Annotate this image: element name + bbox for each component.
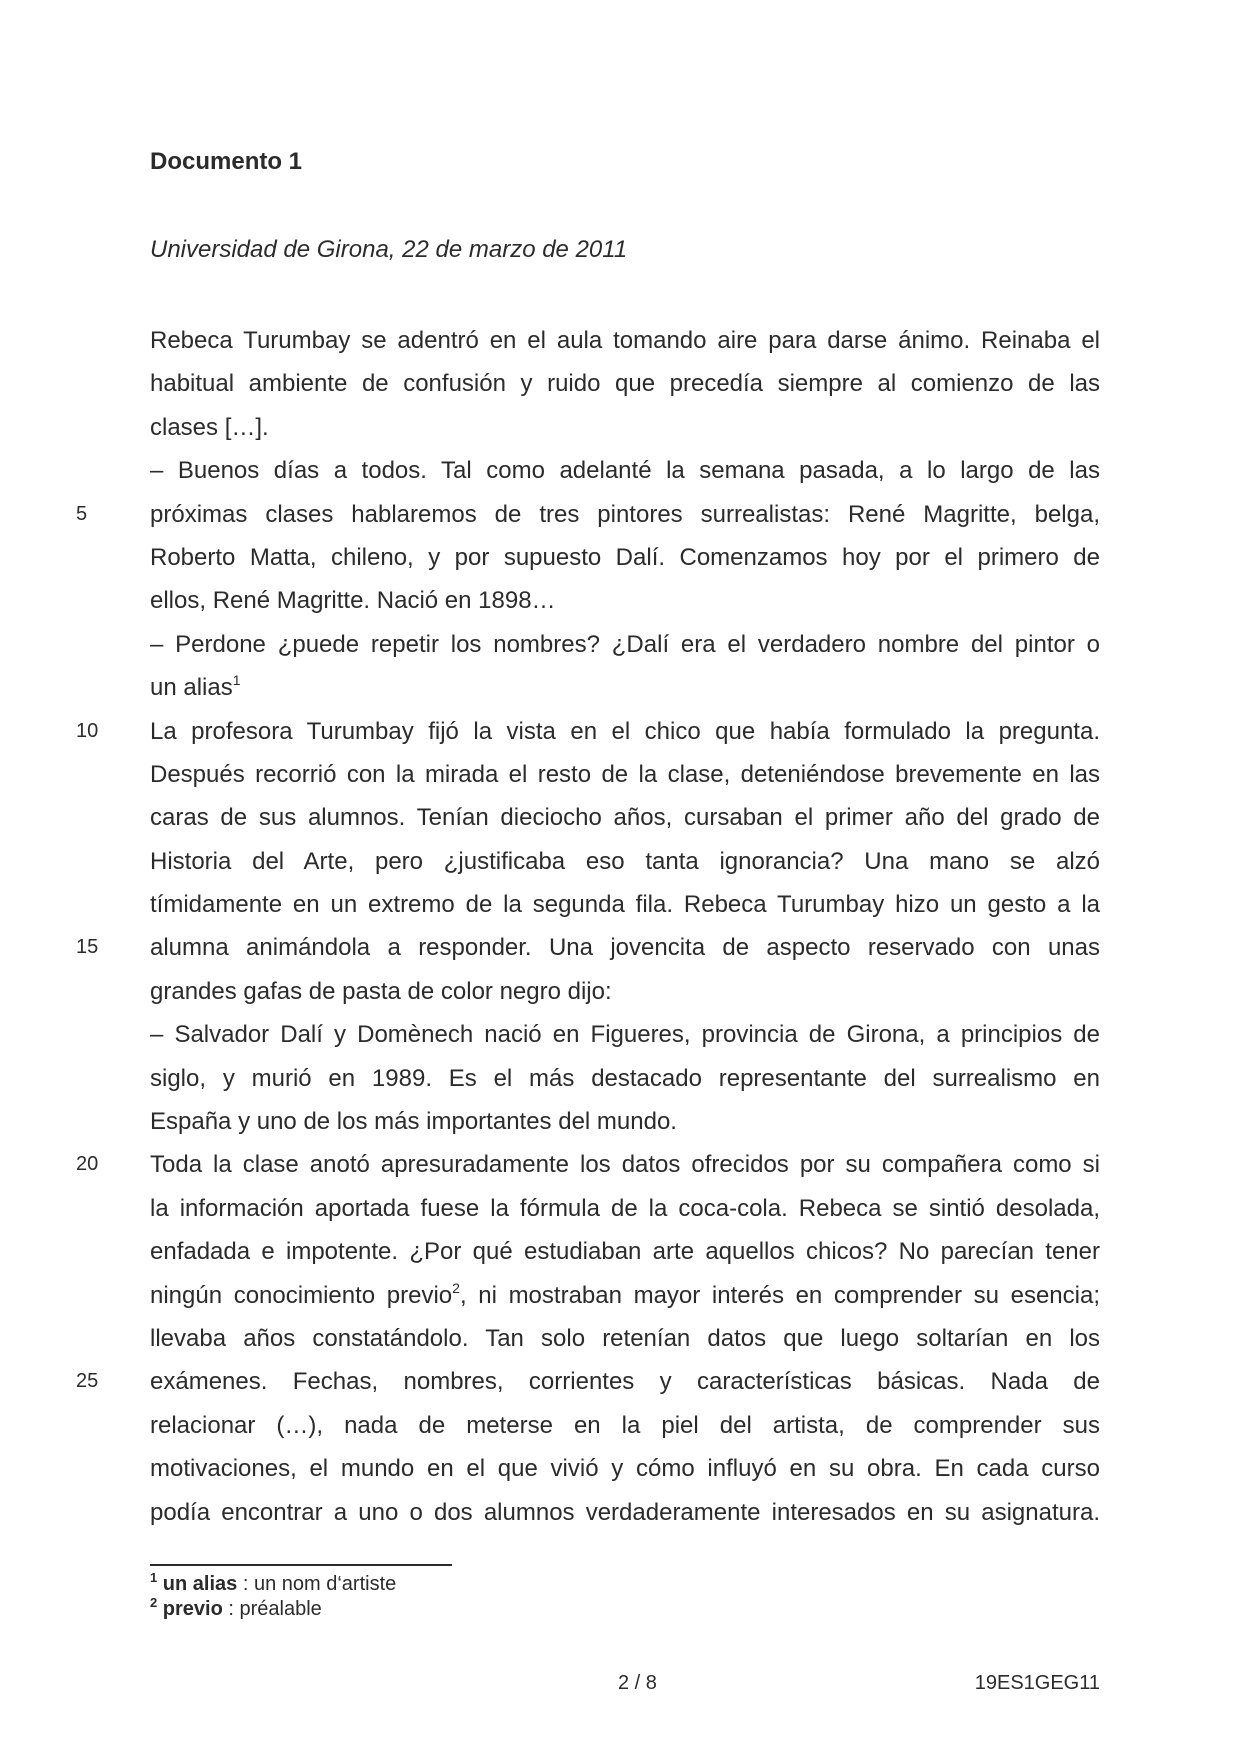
- footnote-marker: 1: [150, 1570, 158, 1585]
- line-text: [150, 710, 1100, 753]
- text-line: [76, 1143, 1100, 1186]
- text-line: [150, 319, 1100, 362]
- text-line: [150, 406, 1100, 449]
- line-text-content: Roberto Matta, chileno, y por supuesto Dalí. Comenzamos hoy por el primero de: [150, 543, 1100, 571]
- line-text: [150, 449, 1100, 492]
- line-number: 5: [76, 502, 88, 525]
- line-text: [150, 1491, 1100, 1534]
- document-subtitle: Universidad de Girona, 22 de marzo de 2011: [150, 236, 628, 263]
- footnote-term: un alias: [162, 1573, 238, 1595]
- footnote: [150, 1572, 396, 1597]
- line-text-content: habitual ambiente de confusión y ruido que precedía siempre al comienzo de las: [150, 370, 1100, 398]
- line-text: [150, 536, 1100, 579]
- line-text: [150, 1230, 1100, 1273]
- page-number: 2 / 8: [618, 1672, 657, 1694]
- text-line: [76, 1360, 1100, 1403]
- line-text: [150, 1360, 1100, 1403]
- line-text: [150, 1143, 1100, 1186]
- line-number: 15: [76, 936, 99, 959]
- line-text-content: caras de sus alumnos. Tenían dieciocho años, cursaban el primer año del grado de: [150, 804, 1100, 832]
- text-line: [150, 970, 1100, 1013]
- line-text-content: – Perdone ¿puede repetir los nombres? ¿Dalí era el verdadero nombre del pintor o: [150, 630, 1100, 658]
- footnote-reference: 2: [452, 1279, 460, 1296]
- footnote-term: previo: [162, 1598, 223, 1620]
- text-line: [150, 1187, 1100, 1230]
- line-text: [150, 883, 1100, 926]
- text-line: [150, 753, 1100, 796]
- line-text: [150, 319, 1100, 362]
- line-text-content: Después recorrió con la mirada el resto de la clase, deteniéndose brevemente en las: [150, 760, 1100, 788]
- footnote-marker: 2: [150, 1595, 158, 1610]
- line-text-content: próximas clases hablaremos de tres pintores surrealistas: René Magritte, belga,: [150, 500, 1100, 528]
- line-text-content: Historia del Arte, pero ¿justificaba eso tanta ignorancia? Una mano se alzó: [150, 847, 1100, 875]
- line-text-content: podía encontrar a uno o dos alumnos verdaderamente interesados en su asignatura.: [150, 1498, 1100, 1526]
- line-text-content: la información aportada fuese la fórmula de la coca-cola. Rebeca se sintió desolada,: [150, 1194, 1100, 1222]
- text-line: [150, 840, 1100, 883]
- passage-text: [76, 319, 1101, 1534]
- footnotes: [150, 1572, 396, 1622]
- line-text-content: relacionar (…), nada de meterse en la piel del artista, de comprender sus: [150, 1411, 1100, 1439]
- footnote-divider: [150, 1564, 452, 1566]
- text-line: [150, 666, 1100, 709]
- text-line: [150, 536, 1100, 579]
- line-text: [150, 970, 612, 1013]
- line-text: [150, 926, 1100, 969]
- line-text-content: siglo, y murió en 1989. Es el más destacado representante del surrealismo en: [150, 1064, 1100, 1092]
- text-line: [76, 493, 1100, 536]
- line-text: [150, 1013, 1100, 1056]
- text-line: [150, 1100, 1100, 1143]
- line-number: 20: [76, 1153, 99, 1176]
- line-number: 25: [76, 1370, 99, 1393]
- line-text-content: España y uno de los más importantes del mundo.: [150, 1108, 677, 1136]
- text-line: [76, 926, 1100, 969]
- line-text: [150, 623, 1100, 666]
- text-line: [150, 449, 1100, 492]
- document-code: 19ES1GEG11: [974, 1672, 1100, 1694]
- line-text-content: enfadada e impotente. ¿Por qué estudiaban arte aquellos chicos? No parecían tener: [150, 1238, 1100, 1266]
- line-number: 10: [76, 719, 99, 742]
- line-text: [150, 753, 1100, 796]
- text-line: [150, 1274, 1100, 1317]
- line-text-content: ellos, René Magritte. Nació en 1898…: [150, 587, 556, 615]
- text-line: [150, 883, 1100, 926]
- text-line: [150, 579, 1100, 622]
- line-text: [150, 1447, 1100, 1490]
- text-line: [150, 1057, 1100, 1100]
- line-text-content: tímidamente en un extremo de la segunda fila. Rebeca Turumbay hizo un gesto a la: [150, 891, 1100, 919]
- line-text-content: grandes gafas de pasta de color negro dijo:: [150, 977, 612, 1005]
- line-text-content: clases […].: [150, 413, 269, 441]
- text-line: [150, 1230, 1100, 1273]
- line-text-content: Toda la clase anotó apresuradamente los datos ofrecidos por su compañera como si: [150, 1151, 1100, 1179]
- line-text-content: Rebeca Turumbay se adentró en el aula tomando aire para darse ánimo. Reinaba el: [150, 327, 1100, 354]
- line-text: [150, 1187, 1100, 1230]
- text-line: [150, 1491, 1100, 1534]
- footnote-definition: : un nom d‘artiste: [237, 1573, 397, 1595]
- line-text-continuation: , ni mostraban mayor interés en comprender su esencia;: [459, 1281, 1101, 1309]
- text-line: [150, 362, 1100, 405]
- footnote-definition: : préalable: [222, 1598, 322, 1620]
- text-line: [150, 1404, 1100, 1447]
- text-line: [150, 623, 1100, 666]
- line-text-content: – Salvador Dalí y Domènech nació en Figueres, provincia de Girona, a principios de: [150, 1021, 1100, 1049]
- line-text: [150, 796, 1100, 839]
- line-text: [150, 579, 556, 622]
- line-text: [150, 666, 241, 709]
- line-text: [150, 1274, 1100, 1317]
- line-text: [150, 1317, 1100, 1360]
- line-text-content: llevaba años constatándolo. Tan solo retenían datos que luego soltarían en los: [150, 1324, 1100, 1352]
- line-text-content: exámenes. Fechas, nombres, corrientes y características básicas. Nada de: [150, 1368, 1100, 1396]
- text-line: [150, 796, 1100, 839]
- line-text: [150, 840, 1100, 883]
- text-line: [150, 1013, 1100, 1056]
- line-text: [150, 493, 1100, 536]
- document-title: Documento 1: [150, 148, 303, 175]
- line-text-content: La profesora Turumbay fijó la vista en el chico que había formulado la pregunta.: [150, 717, 1100, 745]
- footnote: [150, 1597, 396, 1622]
- line-text: [150, 406, 269, 449]
- line-text-content: – Buenos días a todos. Tal como adelanté la semana pasada, a lo largo de las: [150, 457, 1100, 485]
- footnote-reference: 1: [232, 672, 241, 689]
- line-text: [150, 362, 1100, 405]
- line-text-content: ningún conocimiento previo: [150, 1281, 453, 1309]
- line-text: [150, 1100, 677, 1143]
- line-text-content: motivaciones, el mundo en el que vivió y cómo influyó en su obra. En cada curso: [150, 1455, 1100, 1483]
- text-line: [150, 1447, 1100, 1490]
- line-text: [150, 1404, 1100, 1447]
- text-line: [150, 1317, 1100, 1360]
- line-text-content: alumna animándola a responder. Una jovencita de aspecto reservado con unas: [150, 934, 1100, 962]
- text-line: [76, 710, 1100, 753]
- line-text-content: un alias: [150, 674, 233, 702]
- line-text: [150, 1057, 1100, 1100]
